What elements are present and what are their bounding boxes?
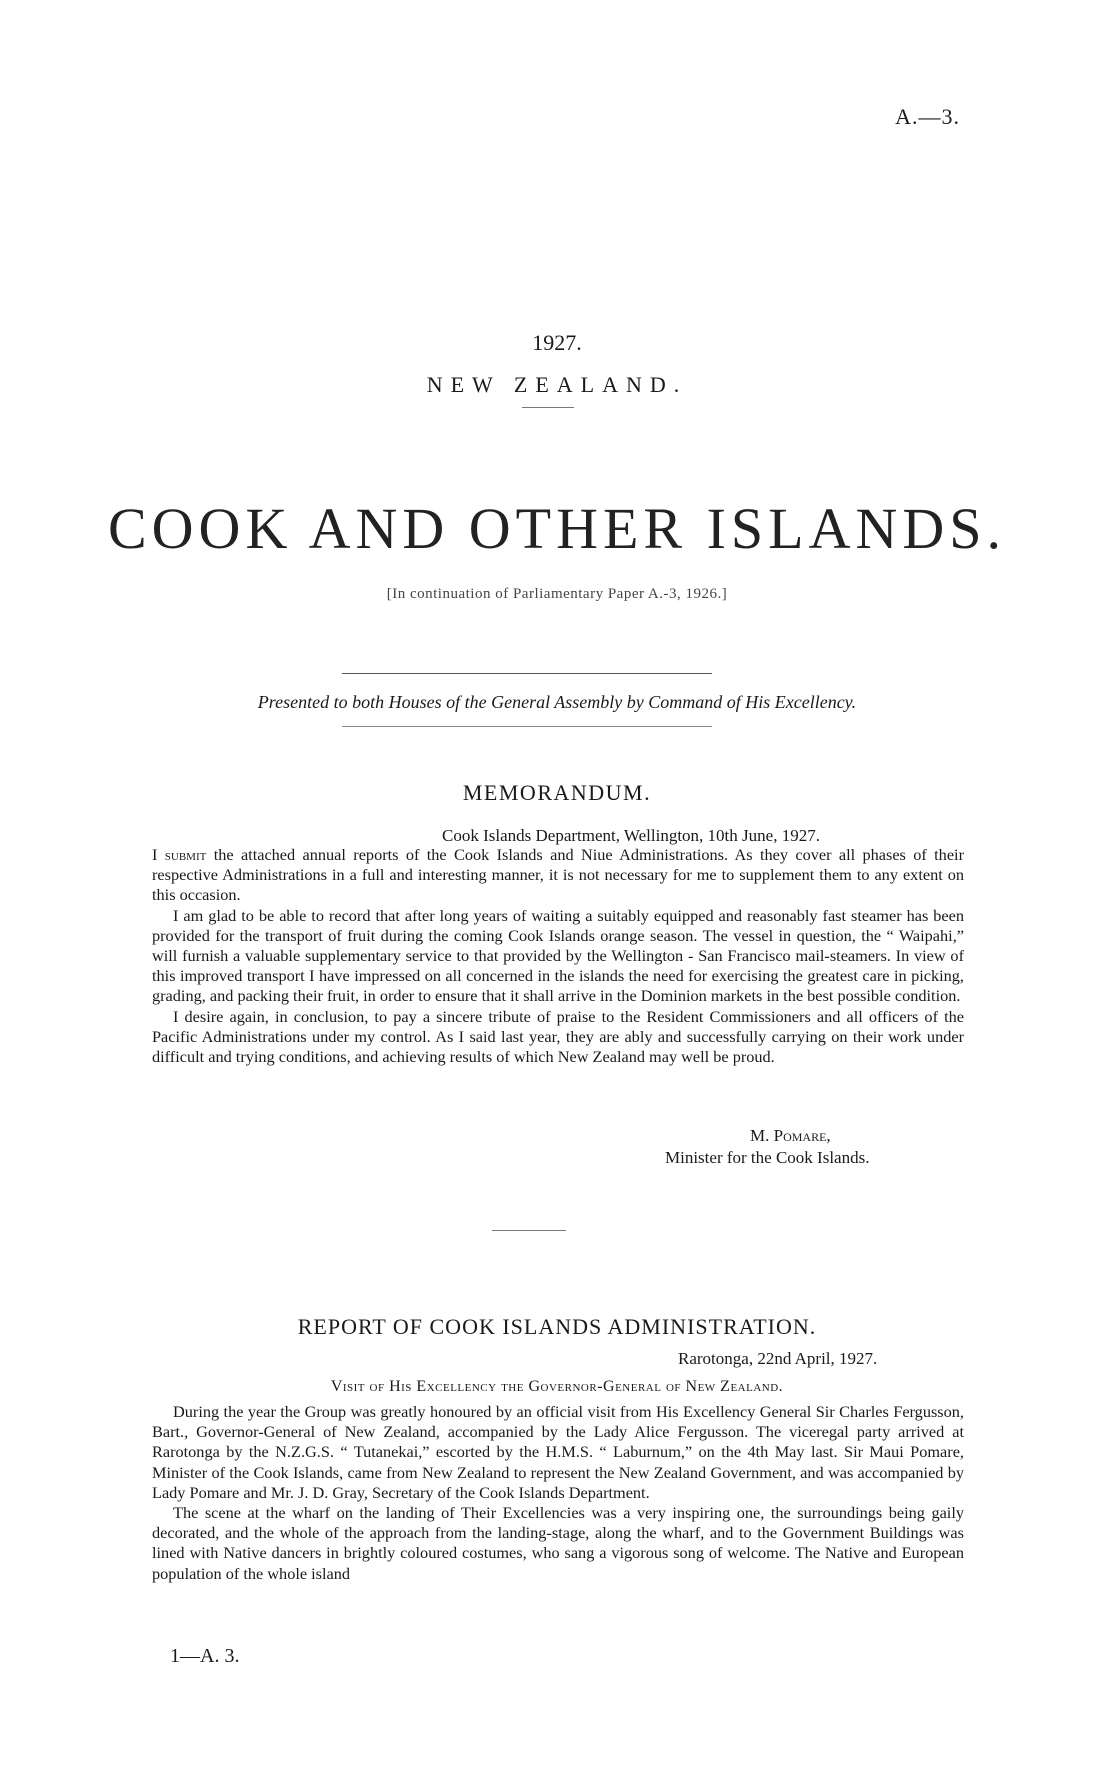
memorandum-dateline: Cook Islands Department, Wellington, 10th June, 1927.: [442, 826, 820, 845]
divider-rule: [522, 407, 574, 408]
report-heading: REPORT OF COOK ISLANDS ADMINISTRATION.: [297, 1314, 817, 1339]
country-name: NEW ZEALAND.: [426, 372, 688, 397]
report-body: [152, 1402, 964, 1584]
lead-word: I submit: [152, 845, 207, 864]
signature-title: Minister for the Cook Islands.: [665, 1148, 870, 1167]
year: 1927.: [532, 330, 582, 355]
memorandum-paragraph: [152, 845, 964, 906]
presentation-line: Presented to both Houses of the General Assembly by Command of His Excellency.: [257, 692, 857, 712]
page-reference: A.—3.: [895, 104, 960, 129]
document-title: COOK AND OTHER ISLANDS.: [107, 496, 1007, 561]
report-paragraph: The scene at the wharf on the landing of Their Excellencies was a very inspiring one, the surroundings being gaily decorated, and the whole of the approach from the landing-stage, along the wharf, and to the Government Buildings was lined with Native dancers in brightly coloured costumes, who sang a vigorous song of welcome. The Native and European population of the whole island: [152, 1503, 964, 1583]
memorandum-body: [152, 845, 964, 1067]
sheet-mark: 1—A. 3.: [170, 1645, 240, 1667]
memorandum-paragraph: I desire again, in conclusion, to pay a sincere tribute of praise to the Resident Commissioners and all officers of the Pacific Administrations under my control. As I said last year, they are ably and successfully carrying on their work under difficult and trying conditions, and achieving results of which New Zealand may well be proud.: [152, 1006, 964, 1067]
report-dateline: Rarotonga, 22nd April, 1927.: [678, 1349, 878, 1368]
continuation-note: [In continuation of Parliamentary Paper A.-3, 1926.]: [386, 586, 728, 602]
divider-rule: [342, 673, 712, 674]
section-heading: Visit of His Excellency the Governor-General of New Zealand.: [330, 1378, 784, 1395]
memorandum-paragraph: I am glad to be able to record that after long years of waiting a suitably equipped and reasonably fast steamer has been provided for the transport of fruit during the coming Cook Islands orange season. The vessel in question, the “ Waipahi,” will furnish a valuable supplementary service to that provided by the Wellington - San Francisco mail-steamers. In view of this improved transport I have impressed on all concerned in the islands the need for exercising the greatest care in picking, grading, and packing their fruit, in order to ensure that it shall arrive in the Dominion markets in the best possible condition.: [152, 905, 964, 1006]
memorandum-heading: MEMORANDUM.: [462, 780, 652, 805]
divider-rule: [492, 1230, 566, 1231]
signature-name: M. Pomare,: [750, 1126, 831, 1145]
paragraph-text: the attached annual reports of the Cook Islands and Niue Administrations. As they cover all phases of their respective Administrations in a full and interesting manner, it is not necessary for me to supplement them to any extent on this occasion.: [152, 845, 964, 905]
report-paragraph: During the year the Group was greatly honoured by an official visit from His Excellency General Sir Charles Fergusson, Bart., Governor-General of New Zealand, accompanied by the Lady Alice Fergusson. The viceregal party arrived at Rarotonga by the N.Z.G.S. “ Tutanekai,” escorted by the H.M.S. “ Laburnum,” on the 4th May last. Sir Maui Pomare, Minister of the Cook Islands, came from New Zealand to represent the New Zealand Government, and was accompanied by Lady Pomare and Mr. J. D. Gray, Secretary of the Cook Islands Department.: [152, 1402, 964, 1502]
divider-rule: [342, 726, 712, 727]
